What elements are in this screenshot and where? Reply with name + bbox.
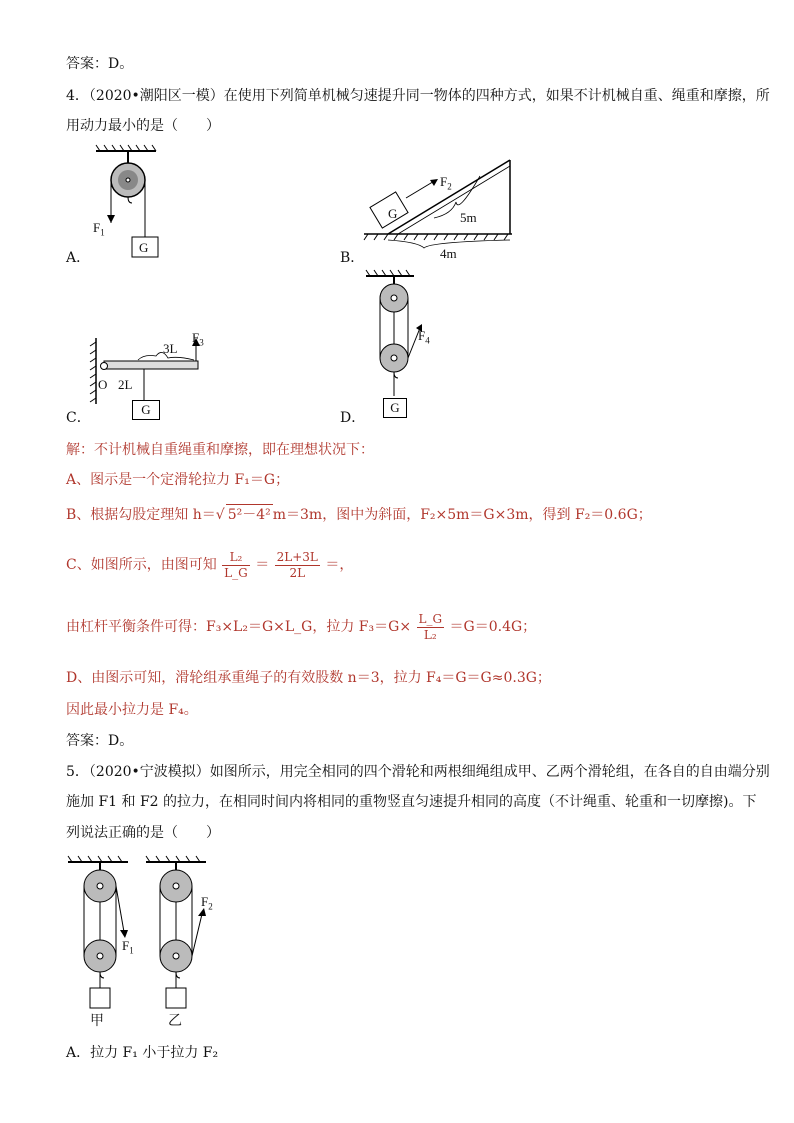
fig-yi-label: 乙	[168, 1014, 182, 1029]
fig-jia-label: 甲	[90, 1014, 104, 1029]
fig-c-long-arm: 3L	[163, 341, 178, 356]
option-c-label: C．	[66, 410, 91, 426]
pulley-group-yi	[146, 856, 206, 1008]
pulley-group-jia	[68, 856, 128, 1008]
solution-b: B、根据勾股定理知 h＝√ 5²－4² m＝3m，图中为斜面，F₂×5m＝G×3m，得到 F₂＝0.6G；	[66, 504, 652, 525]
fig-c-weight-box: G	[132, 400, 160, 420]
q5-option-a: A．拉力 F₁ 小于拉力 F₂	[66, 1045, 219, 1061]
solution-intro: 解：不计机械自重绳重和摩擦，即在理想状况下：	[66, 442, 374, 458]
solution-c: C、如图所示，由图可知 $\frac{\text{L₂}}{L\_G}$ ＝ $\frac{2L+3L}{2L}$ ＝，	[66, 549, 354, 580]
fig-jia-force-label: $F_1$	[122, 938, 134, 956]
fixed-pulley-diagram	[92, 143, 172, 263]
q4-stem-line1: 4．（2020•潮阳区一模）在使用下列简单机械匀速提升同一物体的四种方式，如果不计机械自重、绳重和摩擦，所	[66, 88, 770, 104]
q4-answer: 答案：D。	[66, 733, 134, 749]
solution-d: D、由图示可知，滑轮组承重绳子的有效股数 n＝3，拉力 F₄＝G＝G≈0.3G；	[66, 670, 551, 686]
inclined-plane-diagram	[364, 152, 514, 262]
option-d-label: D．	[340, 410, 366, 426]
fig-b-force-label: $F_2$	[440, 174, 452, 192]
solution-a: A、图示是一个定滑轮拉力 F₁＝G；	[66, 472, 290, 488]
fig-c-force-label: $F_3$	[192, 330, 204, 348]
q5-stem-line3: 列说法正确的是（ ）	[66, 825, 220, 841]
fig-c-pivot-label: O	[98, 377, 108, 392]
pulley-groups-diagram	[66, 856, 216, 1026]
solution-lever: 由杠杆平衡条件可得：F₃×L₂＝G×L_G，拉力 F₃＝G× $\frac{L\_G}{\text{L₂}}$ ＝G＝0.4G；	[66, 611, 537, 642]
q5-stem-line2: 施加 F1 和 F2 的拉力，在相同时间内将相同的重物竖直匀速提升相同的高度（不计绳重、轮重和一切摩擦)。下	[66, 794, 757, 810]
fig-c-short-arm: 2L	[118, 377, 133, 392]
q4-stem-line2: 用动力最小的是（ ）	[66, 118, 220, 134]
fig-yi-force-label: $F_2$	[201, 894, 213, 912]
prev-answer: 答案：D。	[66, 56, 134, 72]
option-b-label: B．	[340, 250, 365, 266]
fig-b-base-length: 4m	[440, 246, 457, 261]
fig-a-weight-label: G	[139, 240, 149, 255]
fig-a-force-label: $F_1$	[93, 220, 105, 238]
q5-stem-line1: 5．（2020•宁波模拟）如图所示，用完全相同的四个滑轮和两根细绳组成甲、乙两个滑轮组，在各自的自由端分别	[66, 764, 770, 780]
option-a-label: A．	[66, 250, 91, 266]
fig-d-force-label: $F_4$	[418, 328, 430, 346]
fig-b-slope-length: 5m	[460, 210, 477, 225]
fig-d-weight-box: G	[383, 398, 407, 418]
fig-b-weight-label: G	[388, 206, 398, 221]
solution-conclusion: 因此最小拉力是 F₄。	[66, 702, 198, 718]
